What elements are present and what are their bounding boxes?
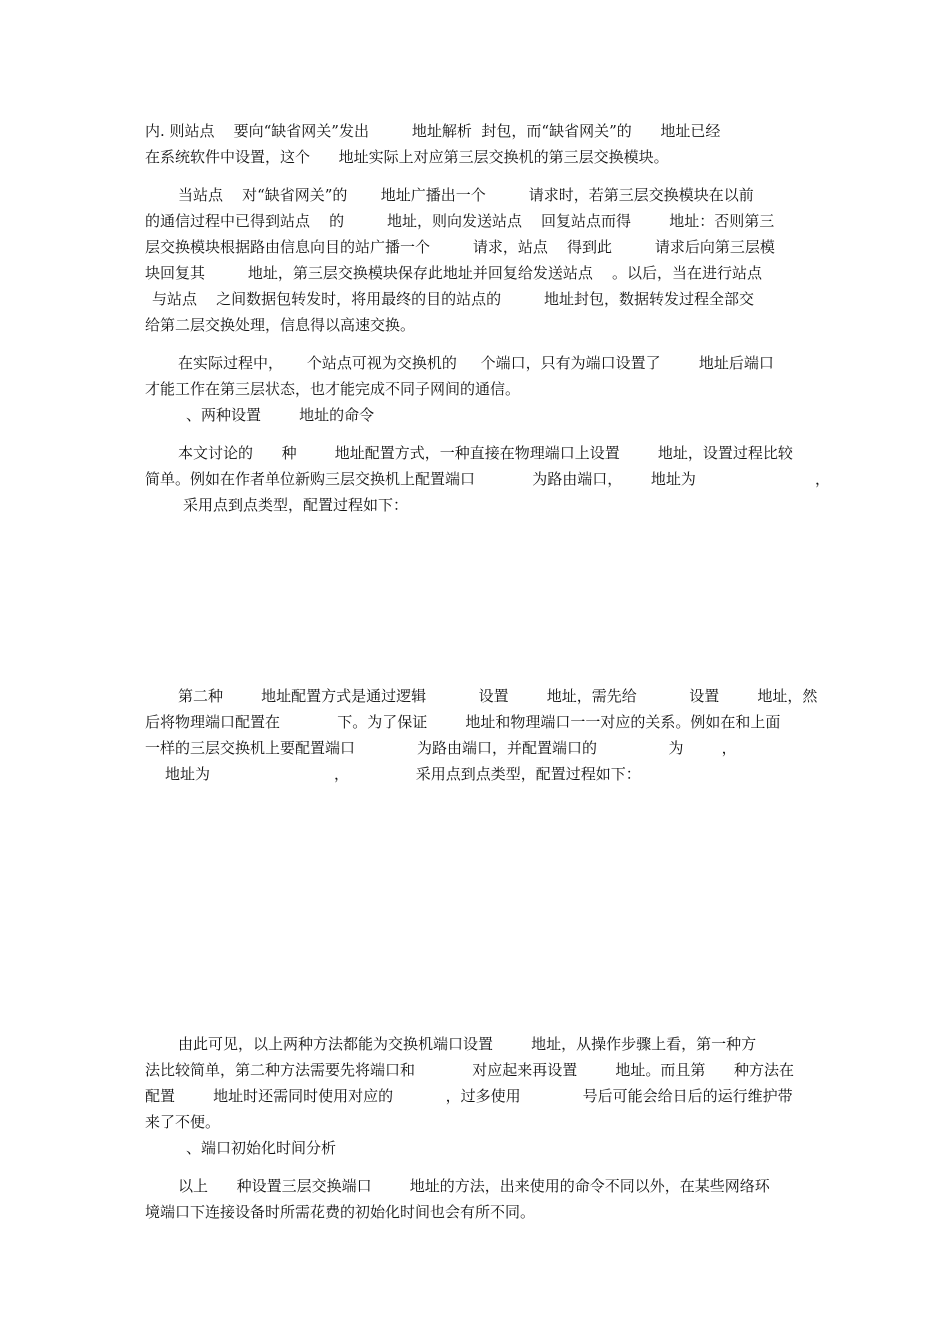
text-line: 在实际过程中， 个站点可视为交换机的 个端口，只有为端口设置了 地址后端口 [178, 354, 774, 372]
text-line: 的通信过程中已得到站点 的 地址，则向发送站点 回复站点而得 地址：否则第三 [145, 212, 775, 230]
text-line: 第二种 地址配置方式是通过逻辑 设置 地址，需先给 设置 地址，然 [178, 687, 818, 705]
text-line: 配置 地址时还需同时使用对应的 ，过多使用 号后可能会给日后的运行维护带 [145, 1087, 793, 1105]
text-line: 内. 则站点 要向“缺省网关”发出 地址解析 封包，而“缺省网关”的 地址已经 [145, 122, 721, 140]
text-line: 给第二层交换处理，信息得以高速交换。 [145, 316, 416, 334]
text-line: 本文讨论的 种 地址配置方式，一种直接在物理端口上设置 地址，设置过程比较 [178, 444, 793, 462]
text-line: 当站点 对“缺省网关”的 地址广播出一个 请求时，若第三层交换模块在以前 [178, 186, 754, 204]
text-line: 层交换模块根据路由信息向目的站广播一个 请求，站点 得到此 请求后向第三层模 [145, 238, 775, 256]
text-line: 才能工作在第三层状态，也才能完成不同子网间的通信。 [145, 380, 521, 398]
text-line: 块回复其 地址，第三层交换模块保存此地址并回复给发送站点 。以后，当在进行站点 [145, 264, 762, 282]
text-line: 在系统软件中设置，这个 地址实际上对应第三层交换机的第三层交换模块。 [145, 148, 669, 166]
section-heading: 、两种设置 地址的命令 [186, 406, 375, 424]
text-line: 以上 种设置三层交换端口 地址的方法，出来使用的命令不同以外，在某些网络环 [178, 1177, 770, 1195]
text-line: 采用点到点类型，配置过程如下： [183, 496, 409, 514]
text-line: 后将物理端口配置在 下。为了保证 地址和物理端口一一对应的关系。例如在和上面 [145, 713, 781, 731]
text-line: 与站点 之间数据包转发时，将用最终的目的站点的 地址封包，数据转发过程全部交 [152, 290, 754, 308]
text-line: 简单。例如在作者单位新购三层交换机上配置端口 为路由端口， 地址为 ， [145, 470, 831, 488]
text-line: 一样的三层交换机上要配置端口 为路由端口，并配置端口的 为 ， [145, 739, 737, 757]
text-line: 由此可见，以上两种方法都能为交换机端口设置 地址，从操作步骤上看，第一种方 [178, 1035, 757, 1053]
section-heading: 、端口初始化时间分析 [186, 1139, 337, 1157]
text-line: 地址为 ， 采用点到点类型，配置过程如下： [165, 765, 641, 783]
text-line: 境端口下连接设备时所需花费的初始化时间也会有所不同。 [145, 1203, 536, 1221]
text-line: 法比较简单，第二种方法需要先将端口和 对应起来再设置 地址。而且第 种方法在 [145, 1061, 794, 1079]
text-line: 来了不便。 [145, 1113, 221, 1131]
